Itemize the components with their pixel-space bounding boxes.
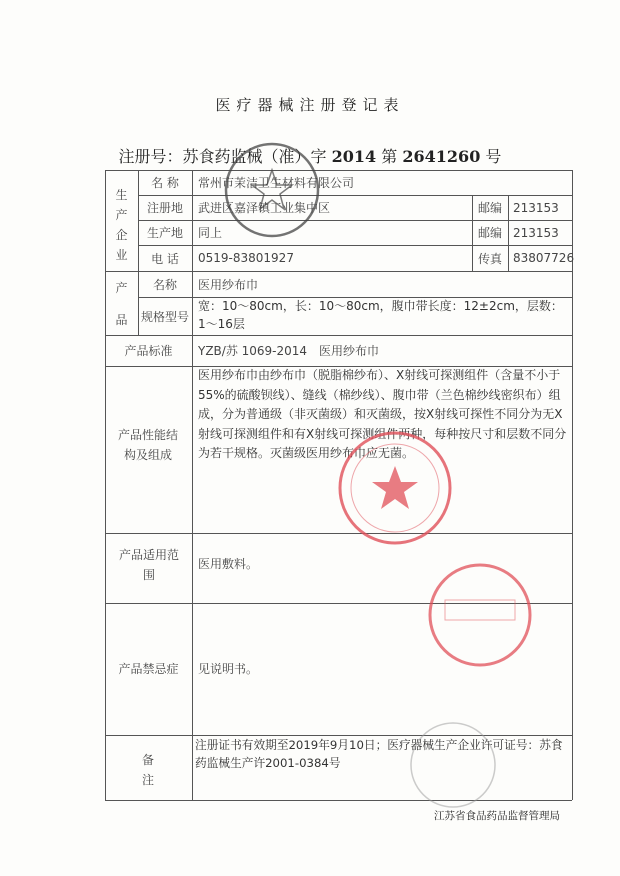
remarks-label: 备注: [141, 753, 154, 787]
standard-value: YZB/苏 1069-2014 医用纱布巾: [198, 344, 380, 358]
reg-addr: 武进区嘉泽镇工业集中区: [198, 201, 331, 215]
issuing-authority: 江苏省食品药品监督管理局: [434, 810, 560, 822]
contra-label: 产品禁忌症: [118, 661, 179, 676]
spec-value: 宽：10～80cm，长：10～80cm，腹巾带长度：12±2cm，层数：1～16层: [198, 299, 563, 331]
phone-label: 电 话: [151, 251, 179, 266]
product-name: 医用纱布巾: [198, 277, 259, 292]
registration-number: 注册号：苏食药监械（准）字 2014 第 2641260 号: [118, 147, 502, 166]
official-seal-icon: [335, 428, 455, 548]
company-seal-icon: [222, 140, 322, 240]
prod-addr: 同上: [198, 226, 223, 240]
product-group-label: 产 品: [115, 280, 128, 327]
prod-addr-label: 生产地: [146, 226, 183, 240]
performance-value: 医用纱布巾由纱布巾（脱脂棉纱布）、X射线可探测组件（含量不小于55%的硫酸钡线）、缝线（棉纱线）、腹巾带（兰色棉纱线密织布）组成，分为普通级（非灭菌级）和灭菌级，按X射线可探性不同分为无X射线可探测组件和有X射线可探测组件两种，每种按尺寸和层数不同分为若干规格。灭菌级医用纱布巾应无菌。: [198, 368, 567, 460]
remarks-value: 注册证书有效期至2019年9月10日；医疗器械生产企业许可证号：苏食药监械生产许2001-0384号: [195, 738, 563, 770]
enterprise-group-label: 生 产 企 业: [115, 188, 128, 262]
name-label: 名 称: [151, 176, 179, 190]
fax: 83807726: [513, 251, 575, 265]
scope-value: 医用敷料。: [198, 556, 259, 571]
company-name: 常州市茉洁卫生材料有限公司: [198, 176, 355, 190]
zip2-label: 邮编: [477, 226, 502, 240]
zip1: 213153: [513, 200, 559, 215]
fax-label: 传真: [477, 251, 502, 266]
reg-addr-label: 注册地: [146, 201, 183, 215]
product-name-label: 名称: [152, 277, 177, 292]
zip2: 213153: [513, 225, 559, 240]
scope-label: 产品适用范 围: [118, 548, 192, 582]
document-title: 医疗器械注册登记表: [215, 96, 405, 114]
contra-value: 见说明书。: [198, 661, 259, 676]
phone: 0519-83801927: [198, 251, 294, 265]
faint-seal-icon: [408, 720, 498, 810]
inspection-seal-icon: [425, 560, 535, 670]
spec-label: 规格型号: [140, 309, 189, 324]
zip1-label: 邮编: [477, 201, 502, 215]
standard-label: 产品标准: [124, 344, 173, 358]
performance-label: 产品性能结构及组成: [117, 428, 178, 462]
